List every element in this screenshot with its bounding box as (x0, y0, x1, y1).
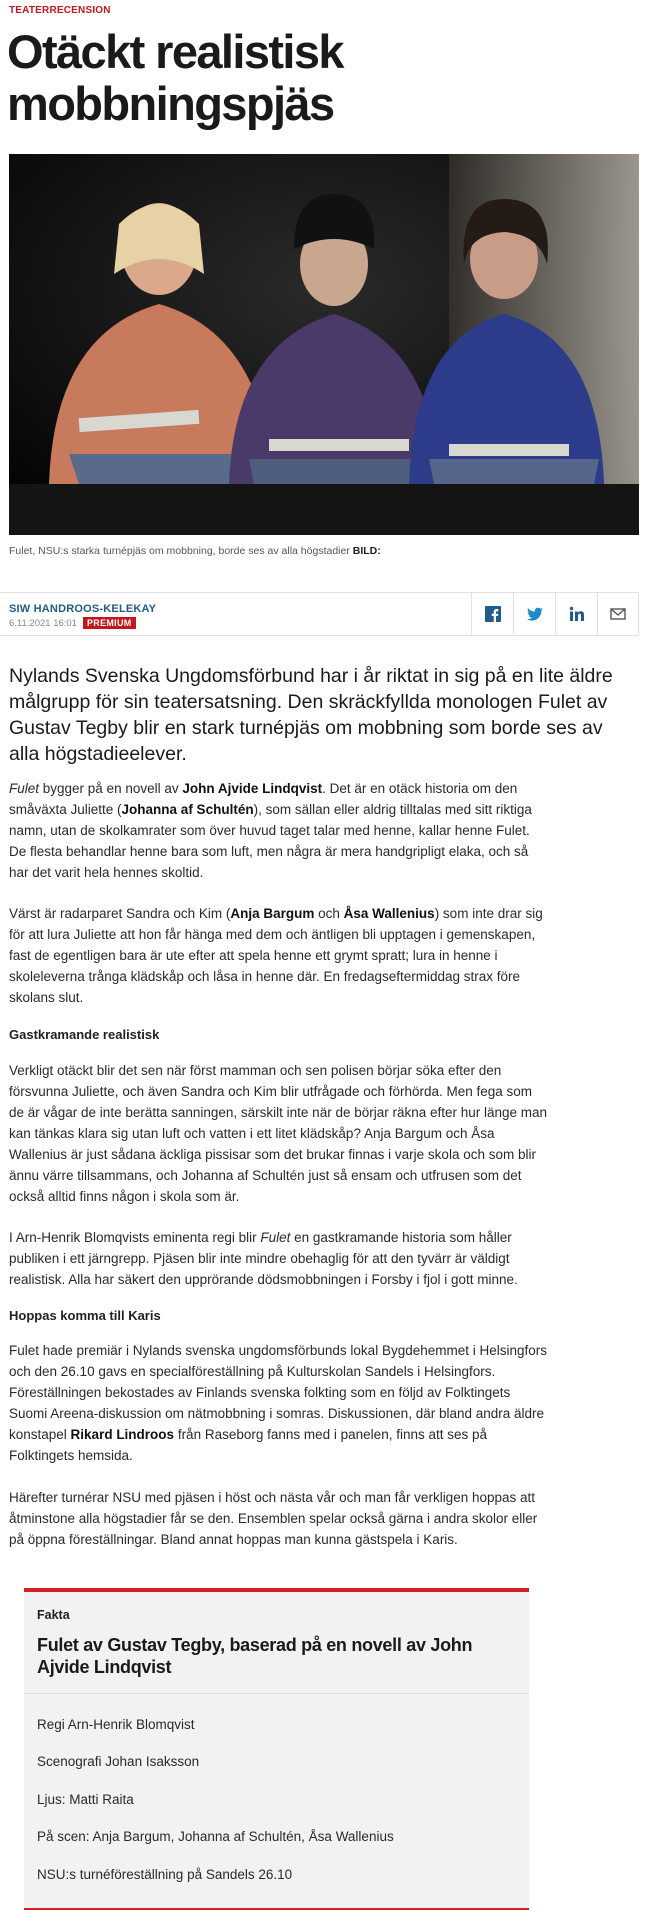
subheading-1: Gastkramande realistisk (9, 1027, 160, 1042)
section-kicker[interactable]: TEATERRECENSION (9, 5, 111, 16)
linkedin-icon (569, 606, 585, 622)
share-facebook-button[interactable] (471, 593, 513, 635)
text: en gastkramande historia som håller publiken i ett järngrepp. Pjäsen blir inte mindre obehaglig för att den tyvärr är väldigt realistisk. Alla har säkert den upprörande dödsmobbningen i Forsby i fjol i gott minne. (9, 1230, 518, 1287)
paragraph-1 (9, 778, 549, 883)
share-twitter-button[interactable] (513, 593, 555, 635)
article-lead: Nylands Svenska Ungdomsförbund har i år riktat in sig på en lite äldre målgrupp för sin teatersatsning. Den skräckfyllda monologen Fulet av Gustav Tegby blir en stark turnépjäs om mobbning som borde ses av alla högstadieelever. (9, 665, 613, 765)
paragraph-6: Härefter turnérar NSU med pjäsen i höst och nästa vår och man får verkligen hoppas att åtminstone alla högstadier får se den. Ensemblen spelar också gärna i andra skolor eller på öppna föreställningar. Bland annat hoppas man kunna gästspela i Karis. (9, 1490, 538, 1547)
emphasis-title: Fulet (260, 1230, 291, 1245)
text: . Det är en otäck historia om den småväxta Juliette ( (9, 781, 518, 817)
fact-item: NSU:s turnéföreställning på Sandels 26.10 (37, 1867, 293, 1882)
article-meta (9, 617, 136, 629)
paragraph-5 (9, 1340, 549, 1466)
share-linkedin-button[interactable] (555, 593, 597, 635)
fact-item: På scen: Anja Bargum, Johanna af Schultén, Åsa Wallenius (37, 1829, 394, 1844)
paragraph-4 (9, 1227, 549, 1290)
premium-badge: PREMIUM (83, 617, 136, 629)
byline-bar (0, 592, 639, 636)
article-headline: Otäckt realistisk mobbningspjäs (7, 25, 343, 130)
mail-icon (610, 606, 626, 622)
fact-label: Fakta (37, 1608, 70, 1622)
share-mail-button[interactable] (597, 593, 639, 635)
caption-credit: BILD: (352, 545, 381, 557)
text: ) som inte drar sig för att lura Juliette att hon får hänga med dem och äntligen bli upptagen i gemenskapen, fast de egentligen bara är ute efter att spela henne ett grymt spratt; lura in henne i skoleleverna trånga klädskåp och låsa in henne där. En fredagseftermiddag strax före skolans slut. (9, 906, 543, 1005)
person-name: Johanna af Schultén (121, 802, 254, 817)
publish-date: 6.11.2021 16:01 (9, 618, 77, 629)
text: och (314, 906, 344, 921)
text: I Arn-Henrik Blomqvists eminenta regi blir (9, 1230, 261, 1245)
person-name: John Ajvide Lindqvist (182, 781, 323, 796)
text: från Raseborg fanns med i panelen, finns att ses på Folktingets hemsida. (9, 1427, 488, 1463)
text: ), som sällan eller aldrig tilltalas med sitt riktiga namn, utan de skolkamrater som över huvud taget talar med henne, kallar henne Fulet. De flesta behandlar henne bara som luft, men några är mera handgripligt elaka, och så har det varit hela hennes skoltid. (9, 802, 532, 880)
text: bygger på en novell av (39, 781, 183, 796)
person-name: Anja Bargum (230, 906, 315, 921)
text: Värst är radarparet Sandra och Kim ( (9, 906, 231, 921)
person-name: Rikard Lindroos (70, 1427, 175, 1442)
fact-box (24, 1588, 529, 1910)
fact-title: Fulet av Gustav Tegby, baserad på en novell av John Ajvide Lindqvist (37, 1635, 473, 1677)
fact-item: Ljus: Matti Raita (37, 1792, 134, 1807)
subheading-2: Hoppas komma till Karis (9, 1308, 161, 1323)
twitter-icon (527, 606, 543, 622)
person-name: Åsa Wallenius (343, 906, 435, 921)
emphasis-title: Fulet (9, 781, 40, 796)
fact-divider (24, 1693, 529, 1694)
paragraph-3: Verkligt otäckt blir det sen när först mamman och sen polisen börjar söka efter den försvunna Juliette, och även Sandra och Kim blir utfrågade och förhörda. Men fega som de är vågar de inte berätta sanningen, särskilt inte när de börjar räkna efter hur länge man kan tänkas klara sig utan luft och vatten i ett litet klädskåp? Anja Bargum och Åsa Wallenius är just sådana äckliga pissisar som det brukar finnas i varje skola och som blir ännu värre tillsammans, och Johanna af Schultén just så ensam och utfrusen som det också alltid finns någon i skola som är. (9, 1063, 548, 1204)
author-name[interactable]: SIW HANDROOS-KELEKAY (9, 603, 157, 615)
image-caption (9, 545, 381, 557)
fact-item: Scenografi Johan Isaksson (37, 1754, 200, 1769)
caption-text: Fulet, NSU:s starka turnépjäs om mobbning, borde ses av alla högstadier (9, 545, 350, 557)
fact-item: Regi Arn-Henrik Blomqvist (37, 1717, 195, 1732)
facebook-icon (485, 606, 501, 622)
text: Fulet hade premiär i Nylands svenska ungdomsförbunds lokal Bygdehemmet i Helsingfors och den 26.10 gavs en specialföreställning på Kulturskolan Sandels i Helsingfors. Föreställningen bekostades av Finlands svenska folkting som en följd av Folktingets Suomi Areena-diskussion om nätmobbning i somras. Diskussionen, där bland andra äldre konstapel (9, 1343, 548, 1442)
paragraph-2 (9, 903, 549, 1008)
hero-image (9, 154, 639, 535)
